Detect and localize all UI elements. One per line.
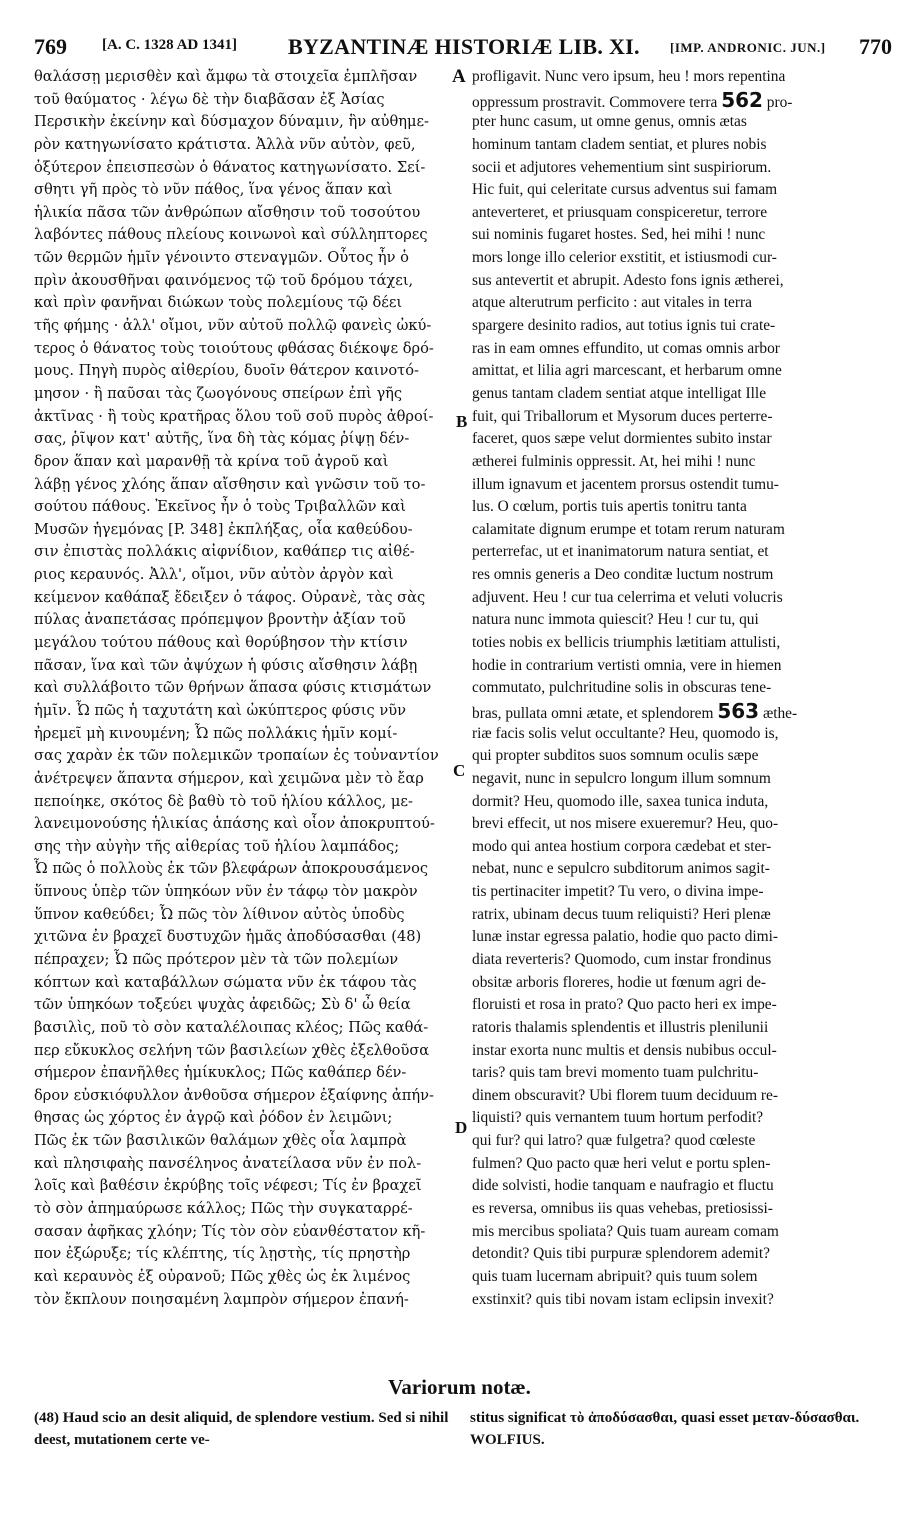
latin-text: atque alterutrum perficito : aut vitales in terra bbox=[472, 294, 752, 312]
greek-line: Μυσῶν ἡγεμόνας [P. 348] ἐκπλήξας, οἷα καθεύδου- bbox=[34, 520, 413, 538]
latin-text: perterrefac, ut et inanimatorum natura sentiat, et bbox=[472, 543, 769, 561]
latin-text: æthe- bbox=[759, 704, 798, 722]
latin-text: pter hunc casum, ut omne genus, omnis ætas bbox=[472, 113, 747, 131]
latin-text: diata reverteris? Quomodo, cum instar frondinus bbox=[472, 950, 772, 968]
header-emperor: [IMP. ANDRONIC. JUN.] bbox=[670, 40, 826, 55]
greek-line: ἡλικία πᾶσα τῶν ἀνθρώπων αἴσθησιν τοῦ τοσούτου bbox=[34, 203, 421, 221]
greek-line: Περσικὴν ἐκείνην καὶ δύσμαχον δύναμιν, ἣν αὐθημε- bbox=[34, 113, 429, 131]
latin-line bbox=[472, 428, 886, 451]
latin-text: nebat, nunc e sepulcro subditorum animos sagit- bbox=[472, 860, 770, 878]
latin-line bbox=[472, 1062, 886, 1085]
latin-line bbox=[472, 496, 886, 519]
latin-line bbox=[472, 1107, 886, 1130]
latin-line bbox=[472, 383, 886, 406]
greek-line: τῶν ὑπηκόων τοξεύει ψυχὰς ἀφειδῶς; Σὺ δ' ὦ θεία bbox=[34, 996, 411, 1014]
latin-text: Hic fuit, qui celeritate cursus adventus sui famam bbox=[472, 181, 778, 199]
footnote-right: stitus significat τὸ ἀποδύσασθαι, quasi esset μεταν-δύσασθαι. WOLFIUS. bbox=[470, 1410, 860, 1448]
section-number: 563 bbox=[717, 699, 760, 723]
latin-line bbox=[472, 904, 886, 927]
latin-text: qui propter subditos suos somnum oculis sæpe bbox=[472, 747, 759, 765]
footnote-left: (48) Haud scio an desit aliquid, de splendore vestium. Sed si nihil deest, mutationem certe ve- bbox=[34, 1410, 449, 1448]
latin-text: tis pertinaciter impetit? Tu vero, o divina impe- bbox=[472, 883, 764, 901]
greek-line: ὕπνον καθεύδει; Ὦ πῶς τὸν λίθινον αὐτὸς ὑποδὺς bbox=[34, 905, 405, 923]
header-title: BYZANTINÆ HISTORIÆ LIB. XI. bbox=[288, 34, 640, 59]
latin-line bbox=[472, 972, 886, 995]
latin-line bbox=[472, 179, 886, 202]
greek-line: δρον εὐσκιόφυλλον ἀνθοῦσα σήμερον ἐξαίφνης ἀπήν- bbox=[34, 1086, 434, 1104]
page-number-left: 769 bbox=[34, 34, 67, 59]
latin-text: profligavit. Nunc vero ipsum, heu ! mors repentina bbox=[472, 68, 786, 85]
greek-line: θησας ὡς χόρτος ἐν ἀγρῷ καὶ ῥόδον ἐν λειμῶνι; bbox=[34, 1109, 393, 1127]
greek-line: ἠρεμεῖ μὴ κινουμένη; Ὦ πῶς πολλάκις ἡμῖν κομί- bbox=[34, 724, 398, 742]
latin-text: fulmen? Quo pacto quæ heri velut e portu splen- bbox=[472, 1154, 771, 1172]
greek-line: πᾶσαν, ἵνα καὶ τῶν ἀψύχων ἡ φύσις αἴσθησιν λάβῃ bbox=[34, 656, 418, 674]
latin-line bbox=[472, 994, 886, 1017]
greek-line: πον ἐξώρυξε; τίς κλέπτης, τίς λῃστὴς, τίς πρηστὴρ bbox=[34, 1245, 411, 1263]
latin-line bbox=[472, 519, 886, 542]
greek-line: τὸν ἔκπλουν ποιησαμένη λαμπρὸν σήμερον ἐπανή- bbox=[34, 1290, 409, 1308]
greek-line: λανειμονούσης ἡλικίας ἁπάσης καὶ οἷον ἀποκρυπτού- bbox=[34, 815, 435, 833]
latin-line bbox=[472, 858, 886, 881]
latin-line bbox=[472, 632, 886, 655]
greek-line: λοῖς καὶ βαθέσιν ἐκρύβης τοῖς νέφεσι; Τίς ἐν βραχεῖ bbox=[34, 1177, 422, 1195]
latin-text: instar exorta nunc multis et densis nubibus occul- bbox=[472, 1041, 777, 1059]
latin-text: ras in eam omnes effundito, ut comas omnis arbor bbox=[472, 339, 780, 357]
latin-line bbox=[472, 677, 886, 700]
greek-line: τερος ὁ θάνατος τοὺς τοιούτους φθάσας διέκοψε δρό- bbox=[34, 339, 434, 357]
greek-line: πεποίηκε, σκότος δὲ βαθὺ τὸ τοῦ ἡλίου κάλλος, με- bbox=[34, 792, 413, 810]
greek-line: θαλάσσῃ μερισθὲν καὶ ἄμφω τὰ στοιχεῖα ἐμπλῆσαν bbox=[34, 68, 418, 85]
latin-line bbox=[472, 270, 886, 293]
latin-line bbox=[472, 791, 886, 814]
greek-line: ριος κεραυνός. Ἀλλ', οἴμοι, νῦν αὐτὸν ἀργὸν καὶ bbox=[34, 566, 394, 584]
latin-line bbox=[472, 609, 886, 632]
latin-text: faceret, quos sæpe velut dormientes subito instar bbox=[472, 430, 772, 448]
latin-text: toties nobis ex bellicis triumphis lætitiam attulisti, bbox=[472, 634, 781, 652]
latin-line bbox=[472, 1130, 886, 1153]
greek-line: τὸ σὸν ἀπημαύρωσε κάλλος; Πῶς τὴν συγκαταρρέ- bbox=[34, 1200, 413, 1218]
latin-line bbox=[472, 1153, 886, 1176]
margin-marker-a: A bbox=[452, 66, 466, 87]
latin-text: calamitate dignum erumpe et totam rerum naturam bbox=[472, 520, 785, 538]
notes-heading: Variorum notæ. bbox=[388, 1375, 531, 1399]
greek-line: καὶ πρὶν φανῆναι διώκων τοὺς πολεμίους τῷ δέει bbox=[34, 294, 403, 312]
latin-text: ætherei fulminis oppressit. At, hei mihi ! nunc bbox=[472, 452, 756, 470]
greek-line: καὶ κεραυνὸς ἐξ οὐρανοῦ; Πῶς χθὲς ὡς ἐκ λιμένος bbox=[34, 1267, 411, 1285]
latin-text: illum ignavum et jacentem prorsus ostendit tumu- bbox=[472, 475, 779, 493]
greek-line: μησον · ἢ παῦσαι τὰς ζωογόνους σπείρων ἐπὶ γῆς bbox=[34, 384, 403, 402]
latin-text: adjuvent. Heu ! cur tua celerrima et veluti volucris bbox=[472, 588, 783, 606]
latin-line bbox=[472, 89, 886, 112]
greek-text-column bbox=[34, 66, 458, 1311]
latin-line bbox=[472, 66, 886, 89]
latin-text: hodie in contrarium vertisti omnia, vere in hiemen bbox=[472, 656, 782, 674]
greek-line: σας, ῥῖψον κατ' αὐτῆς, ἵνα δὴ τὰς κόμας ῥίψῃ δέν- bbox=[34, 430, 410, 448]
latin-text: spargere desinito radios, aut totius ignis tui crate- bbox=[472, 317, 776, 335]
latin-text: mis mercibus spoliata? Quis tuam auream comam bbox=[472, 1222, 779, 1240]
greek-line: Ὦ πῶς ὁ πολλοὺς ἐκ τῶν βλεφάρων ἀποκρουσάμενος bbox=[34, 860, 429, 878]
latin-text: oppressum prostravit. Commovere terra bbox=[472, 93, 722, 111]
latin-text: natura nunc immota quiescit? Heu ! cur tu, qui bbox=[472, 611, 759, 629]
latin-line bbox=[472, 1017, 886, 1040]
latin-line bbox=[472, 202, 886, 225]
latin-text: dide solvisti, hodie tanquam e naufragio et fluctu bbox=[472, 1177, 774, 1195]
greek-line: ὀξύτερον ἐπεισπεσὼν ὁ θάνατος κατηγωνίσατο. Σεί- bbox=[34, 158, 426, 176]
latin-text: floruisti et rosa in prato? Quo pacto heri ex impe- bbox=[472, 996, 777, 1014]
latin-text: lus. O cœlum, portis tuis apertis tonitru tanta bbox=[472, 498, 747, 516]
latin-line bbox=[472, 292, 886, 315]
latin-line bbox=[472, 541, 886, 564]
latin-line bbox=[472, 360, 886, 383]
greek-line: κόπτων καὶ καταβάλλων σώματα νῦν ἐκ τάφου τὰς bbox=[34, 973, 417, 991]
latin-line bbox=[472, 406, 886, 429]
latin-line bbox=[472, 224, 886, 247]
latin-line bbox=[472, 1040, 886, 1063]
greek-line: σιν ἐπιστὰς πολλάκις αἰφνίδιον, καθάπερ τις αἰθέ- bbox=[34, 543, 415, 561]
latin-line bbox=[472, 813, 886, 836]
latin-line bbox=[472, 723, 886, 746]
greek-line: σήμερον ἐπανῆλθες ἡμίκυκλος; Πῶς καθάπερ δέν- bbox=[34, 1064, 407, 1082]
greek-line: μους. Πηγὴ πυρὸς αἰθερίου, δυοῖν θάτερον καινοτό- bbox=[34, 362, 419, 380]
section-number: 562 bbox=[721, 88, 763, 112]
latin-line bbox=[472, 1175, 886, 1198]
greek-line: ἡμῖν. Ὦ πῶς ἡ ταχυτάτη καὶ ὠκύπτερος φύσις νῦν bbox=[34, 701, 406, 719]
latin-text: taris? quis tam brevi momento tuam pulchritu- bbox=[472, 1064, 759, 1082]
latin-text: genus tantam cladem sentiat atque intelligat Ille bbox=[472, 384, 767, 402]
greek-line: καὶ πλησιφαὴς πανσέληνος ἀνατείλασα νῦν ἐν πολ- bbox=[34, 1154, 422, 1172]
latin-text: anteverteret, et priusquam conspiceretur, terrore bbox=[472, 203, 768, 221]
latin-text: obsitæ arboris floreres, hodie ut fœnum agri de- bbox=[472, 973, 767, 991]
latin-line bbox=[472, 836, 886, 859]
latin-text: amittat, et lilia agri marcescant, et herbarum omne bbox=[472, 362, 782, 380]
latin-text: sus antevertit et abrupit. Adesto fons ignis ætherei, bbox=[472, 271, 784, 289]
greek-line: σούτου πάθους. Ἐκεῖνος ἦν ὁ τοὺς Τριβαλλῶν καὶ bbox=[34, 498, 406, 516]
greek-line: σασαν ἀφῆκας χλόην; Τίς τὸν σὸν εὐανθέστατον κῆ- bbox=[34, 1222, 426, 1240]
latin-line bbox=[472, 315, 886, 338]
margin-marker-c: C bbox=[453, 761, 466, 780]
greek-line: λαβόντες πάθους πλείους κοινωνοὶ καὶ σύλληπτορες bbox=[34, 226, 428, 244]
running-header bbox=[30, 34, 892, 64]
latin-text: lunæ instar egressa palatio, hodie quo pacto dimi- bbox=[472, 928, 779, 946]
latin-text: ratrix, ubinam decus tuum reliquisti? Heri plenæ bbox=[472, 905, 771, 923]
greek-line: δρον ἅπαν καὶ μαρανθῇ τὰ κρίνα τοῦ ἀγροῦ καὶ bbox=[34, 452, 389, 470]
latin-text: negavit, nunc in sepulcro longum illum somnum bbox=[472, 769, 771, 787]
greek-line: πέπραχεν; Ὦ πῶς πρότερον μὲν τὰ τῶν πολεμίων bbox=[34, 950, 399, 968]
greek-line: χιτῶνα ἐν βραχεῖ δυστυχῶν ἡμᾶς ἀποδύσασθαι (48) bbox=[34, 928, 422, 946]
latin-text: liquisti? quis vernantem tuum hortum perfodit? bbox=[472, 1109, 764, 1127]
latin-text: pro- bbox=[762, 93, 793, 111]
greek-line: ρὸν κατηγωνίσατο κράτιστα. Ἀλλὰ νῦν αὐτὸν, φεῦ, bbox=[34, 135, 416, 153]
latin-line bbox=[472, 247, 886, 270]
latin-text: hominum tantam cladem sentiat, et plures nobis bbox=[472, 135, 767, 153]
greek-line: σθητι γῆ πρὸς τὸ νῦν πάθος, ἵνα γένος ἅπαν καὶ bbox=[34, 181, 393, 199]
greek-line: ἀνέτρεψεν ἅπαντα σήμερον, καὶ χειμῶνα μὲν τὸ ἔαρ bbox=[34, 769, 424, 787]
latin-line bbox=[472, 926, 886, 949]
greek-line: περ εὔκυκλος σελήνη τῶν βασιλείων χθὲς ἐξελθοῦσα bbox=[34, 1041, 430, 1059]
latin-line bbox=[472, 111, 886, 134]
latin-line bbox=[472, 338, 886, 361]
latin-text: quis tuam lucernam abripuit? quis tuum solem bbox=[472, 1267, 758, 1285]
greek-line: τῆς φήμης · ἀλλ' οἴμοι, νῦν αὐτοῦ πολλῷ φανεὶς ὠκύ- bbox=[34, 317, 432, 335]
latin-text: riæ facis solis velut occultante? Heu, quomodo is, bbox=[472, 724, 779, 742]
latin-text: exstinxit? quis tibi novam istam eclipsin invexit? bbox=[472, 1290, 774, 1308]
greek-line: λάβῃ γένος χλόης ἅπαν αἴσθησιν καὶ γνῶσιν τοῦ το- bbox=[34, 475, 426, 493]
latin-line bbox=[472, 157, 886, 180]
latin-text: dormit? Heu, quomodo ille, saxea tunica induta, bbox=[472, 792, 769, 810]
latin-text: dinem obscuravit? Ubi florem tuum deciduum re- bbox=[472, 1086, 779, 1104]
latin-text: es reversa, omnibus iis quas vehebas, pretiosissi- bbox=[472, 1200, 773, 1218]
greek-line: πύλας ἀναπετάσας πρόπεμψον βροντὴν ἀξίαν τοῦ bbox=[34, 611, 406, 629]
greek-line: μεγάλου τούτου πάθους καὶ θορύβησον τὴν κτίσιν bbox=[34, 634, 408, 652]
latin-text: ratoris thalamis splendentis et illustris plenilunii bbox=[472, 1018, 769, 1036]
latin-text: sui nominis fugaret hostes. Sed, hei mihi ! nunc bbox=[472, 226, 766, 244]
greek-line: καὶ συλλάβοιτο τῶν θρήνων ἅπασα φύσις κτισμάτων bbox=[34, 679, 432, 697]
latin-line bbox=[472, 474, 886, 497]
latin-line bbox=[472, 1266, 886, 1289]
latin-text: qui fur? qui latro? quæ fulgetra? quod cœleste bbox=[472, 1132, 756, 1150]
greek-line: τῶν θερμῶν ἡμῖν γένοιντο στεναγμῶν. Οὗτος ἦν ὁ bbox=[34, 249, 409, 267]
latin-text: mors longe illo celerior exstitit, et istiusmodi cur- bbox=[472, 249, 777, 267]
latin-line bbox=[472, 1085, 886, 1108]
latin-text: detondit? Quis tibi purpuræ splendorem ademit? bbox=[472, 1245, 770, 1263]
margin-marker-b: B bbox=[456, 412, 468, 431]
latin-line bbox=[472, 745, 886, 768]
latin-line bbox=[472, 134, 886, 157]
latin-line bbox=[472, 587, 886, 610]
greek-line: τοῦ θαύματος · λέγω δὲ τὴν διαβᾶσαν ἐξ Ἀσίας bbox=[34, 90, 385, 108]
greek-line: σας χαρὰν ἐκ τῶν πολεμικῶν τροπαίων ἐς τοὐναντίον bbox=[34, 747, 439, 765]
latin-line bbox=[472, 949, 886, 972]
latin-text: brevi effecit, ut nos misere exueremur? Heu, quo- bbox=[472, 815, 779, 833]
latin-line bbox=[472, 700, 886, 723]
latin-text: modo qui antea hostium corpora cædebat et ster- bbox=[472, 837, 772, 855]
latin-text: res omnis generis a Deo conditæ luctum nostrum bbox=[472, 566, 774, 584]
greek-line: Πῶς ἐκ τῶν βασιλικῶν θαλάμων χθὲς οἷα λαμπρὰ bbox=[34, 1132, 407, 1150]
latin-line bbox=[472, 1221, 886, 1244]
latin-text: fuit, qui Triballorum et Mysorum duces perterre- bbox=[472, 407, 773, 425]
latin-text: commutato, pulchritudine solis in obscuras tene- bbox=[472, 679, 772, 697]
latin-line bbox=[472, 1289, 886, 1312]
latin-line bbox=[472, 451, 886, 474]
greek-line: κείμενον καθάπαξ ἔδειξεν ὁ τάφος. Οὐρανὲ, τὰς σὰς bbox=[34, 588, 426, 606]
latin-line bbox=[472, 655, 886, 678]
latin-line bbox=[472, 1243, 886, 1266]
greek-line: ὕπνους ὑπὲρ τῶν ὑπηκόων νῦν ἐν τάφῳ τὸν μακρὸν bbox=[34, 883, 418, 901]
latin-text: socii et adjutores vehementium sint suspiriorum. bbox=[472, 158, 772, 176]
header-years: [A. C. 1328 AD 1341] bbox=[102, 37, 237, 53]
latin-text-column bbox=[472, 66, 886, 1311]
greek-line: σης τὴν αὐγὴν τῆς αἰθερίας τοῦ ἡλίου λαμπάδος; bbox=[34, 837, 400, 855]
greek-line: πρὶν ἀκουσθῆναι φαινόμενος τῷ τοῦ δρόμου τάχει, bbox=[34, 271, 414, 289]
greek-line: ἀκτῖνας · ἢ τοὺς κρατῆρας ὅλου τοῦ σοῦ πυρὸς ἀθροί- bbox=[34, 407, 434, 425]
greek-line: βασιλὶς, ποῦ τὸ σὸν καταλέλοιπας κλέος; Πῶς καθά- bbox=[34, 1018, 429, 1036]
latin-line bbox=[472, 1198, 886, 1221]
latin-line bbox=[472, 768, 886, 791]
latin-line bbox=[472, 881, 886, 904]
margin-marker-d: D bbox=[455, 1118, 468, 1137]
latin-text: bras, pullata omni ætate, et splendorem bbox=[472, 704, 718, 722]
page-number-right: 770 bbox=[859, 34, 892, 59]
latin-line bbox=[472, 564, 886, 587]
